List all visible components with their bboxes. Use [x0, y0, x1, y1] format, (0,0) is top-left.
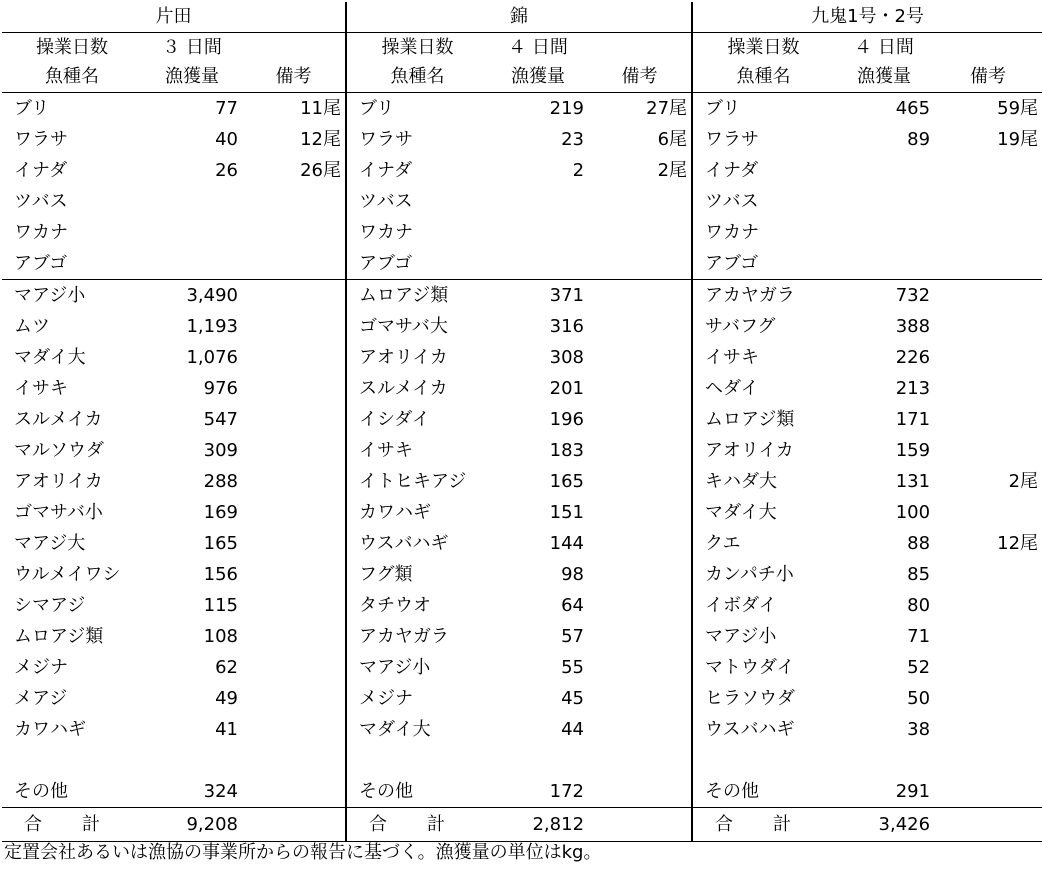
days-value: ４ 日間: [854, 36, 914, 58]
remark: [934, 373, 1042, 404]
remark: [242, 528, 346, 559]
table-body: [2, 93, 1042, 842]
fish-name: ワラサ: [14, 128, 68, 150]
catch-amount: 144: [549, 532, 585, 554]
table-row: [2, 435, 1042, 466]
days-label: 操業日数: [36, 36, 108, 58]
table-row: [2, 311, 1042, 342]
fish-name: ゴマサバ小: [14, 501, 103, 523]
fish-name: メジナ: [14, 656, 68, 678]
total-row: [2, 808, 1042, 842]
catch-amount: [834, 217, 934, 248]
fish-name: マアジ小: [2, 280, 142, 312]
total-label-b: 計: [773, 813, 792, 835]
catch-amount: 172: [549, 780, 585, 802]
fish-name: その他: [14, 780, 68, 802]
catch-amount: 732: [834, 280, 934, 312]
fish-name: ブリ: [346, 93, 488, 125]
catch-amount: 291: [895, 780, 931, 802]
fish-name: フグ類: [346, 559, 488, 590]
catch-amount: 165: [549, 470, 585, 492]
catch-amount: [488, 186, 588, 217]
catch-amount: 131: [895, 470, 931, 492]
remark: [242, 311, 346, 342]
col-header-qty: 漁獲量: [857, 66, 912, 87]
remark: [588, 683, 692, 714]
remark: [934, 590, 1042, 621]
catch-amount: 226: [895, 346, 931, 368]
remark: 26尾: [300, 159, 342, 181]
fish-name: ゴマサバ大: [346, 311, 488, 342]
col-header-fish: 魚種名: [346, 62, 488, 93]
catch-amount: 219: [488, 93, 588, 125]
catch-amount: [488, 217, 588, 248]
fish-name: キハダ大: [692, 466, 834, 497]
fish-name: クエ: [692, 528, 834, 559]
remark: [242, 342, 346, 373]
remark: [242, 590, 346, 621]
fish-name: ワカナ: [692, 217, 834, 248]
table-row: [2, 652, 1042, 683]
table-row: [2, 621, 1042, 652]
remark: [242, 435, 346, 466]
total-amount: 2,812: [488, 808, 588, 842]
fish-name: イナダ: [14, 159, 68, 181]
table-row: [2, 155, 1042, 186]
catch-amount: [834, 186, 934, 217]
remark: [934, 621, 1042, 652]
fish-name: ムロアジ類: [346, 280, 488, 312]
total-label-b: 計: [427, 813, 446, 835]
catch-amount: 547: [203, 408, 238, 430]
remark: [242, 683, 346, 714]
catch-amount: [834, 155, 934, 186]
fish-name: マダイ大: [346, 714, 488, 745]
fish-name: アオリイカ: [692, 435, 834, 466]
total-amount: 3,426: [834, 808, 934, 842]
catch-amount: 44: [561, 718, 585, 740]
fish-name: その他: [692, 776, 834, 808]
remark: [588, 652, 692, 683]
fish-name: その他: [346, 776, 488, 808]
remark: [934, 217, 1042, 248]
table-row: [2, 217, 1042, 248]
remark: [588, 466, 692, 497]
days-label: 操業日数: [346, 33, 488, 63]
fish-name: ツバス: [14, 190, 68, 212]
col-header-fish: 魚種名: [692, 62, 834, 93]
fish-name: カワハギ: [14, 718, 86, 740]
fish-name: スルメイカ: [346, 373, 488, 404]
catch-amount: 100: [895, 501, 931, 523]
fish-name: ヘダイ: [692, 373, 834, 404]
fish-name: ウスバハギ: [692, 714, 834, 745]
fish-name: イサキ: [14, 377, 68, 399]
table-row: [2, 124, 1042, 155]
catch-amount: 151: [549, 501, 585, 523]
fish-name: タチウオ: [346, 590, 488, 621]
fish-name: サバフグ: [692, 311, 834, 342]
col-header-qty: 漁獲量: [511, 66, 566, 87]
col-header-qty: 漁獲量: [165, 66, 219, 87]
fish-name: ブリ: [692, 93, 834, 125]
catch-amount: 52: [907, 656, 931, 678]
catch-amount: [142, 217, 242, 248]
catch-amount: 2: [572, 159, 585, 181]
fish-name: イサキ: [692, 342, 834, 373]
remark: [242, 186, 346, 217]
remark: [242, 621, 346, 652]
fish-name: アオリイカ: [14, 470, 103, 492]
remark: [934, 652, 1042, 683]
fish-name: マアジ大: [14, 532, 86, 554]
table-row: [2, 404, 1042, 435]
catch-amount: 64: [561, 594, 585, 616]
catch-amount: [834, 248, 934, 280]
catch-amount: 23: [561, 128, 585, 150]
fish-name: ウスバハギ: [346, 528, 488, 559]
fish-name: ワカナ: [14, 221, 68, 243]
table-row: [2, 186, 1042, 217]
catch-amount: 41: [215, 718, 238, 740]
catch-amount: 371: [488, 280, 588, 312]
catch-amount: 77: [142, 93, 242, 125]
fish-name: ワラサ: [346, 124, 488, 155]
remark: 59尾: [934, 93, 1042, 125]
catch-amount: 171: [895, 408, 931, 430]
operating-days-row: [2, 33, 1042, 63]
fish-name: イトヒキアジ: [346, 466, 488, 497]
port-name: 片田: [2, 2, 346, 33]
catch-amount: 196: [549, 408, 585, 430]
remark: 11尾: [242, 93, 346, 125]
catch-amount: 40: [215, 128, 238, 150]
catch-amount: 71: [907, 625, 931, 647]
catch-amount: [142, 248, 242, 280]
fish-name: アブゴ: [14, 252, 68, 274]
fish-name: カンパチ小: [692, 559, 834, 590]
remark: [242, 404, 346, 435]
remark: 6尾: [657, 128, 688, 150]
catch-amount: 159: [895, 439, 931, 461]
total-label-b: 計: [82, 813, 100, 835]
total-label: [346, 808, 488, 842]
fish-name: イサキ: [346, 435, 488, 466]
catch-amount: 976: [203, 377, 238, 399]
remark: [934, 714, 1042, 745]
remark: [588, 217, 692, 248]
table-row: [2, 590, 1042, 621]
remark: [242, 248, 346, 280]
catch-amount: 388: [895, 315, 931, 337]
catch-amount: 50: [907, 687, 931, 709]
fish-name: ウルメイワシ: [14, 563, 121, 585]
remark: 12尾: [997, 532, 1039, 554]
fish-name: アカヤガラ: [692, 280, 834, 312]
fish-name: マトウダイ: [692, 652, 834, 683]
fish-name: ヒラソウダ: [692, 683, 834, 714]
remark: [934, 683, 1042, 714]
table-row: [2, 528, 1042, 559]
remark: 2尾: [1008, 470, 1039, 492]
catch-amount: 55: [561, 656, 585, 678]
remark: [242, 466, 346, 497]
catch-amount: 169: [203, 501, 238, 523]
fish-name: ムロアジ類: [14, 625, 104, 647]
catch-amount: 45: [561, 687, 585, 709]
catch-amount: 49: [215, 687, 238, 709]
fish-name: マルソウダ: [14, 439, 104, 461]
total-label-a: 合: [369, 813, 388, 835]
catch-table: [2, 2, 1042, 842]
col-header-note: 備考: [275, 66, 312, 87]
table-row: [2, 373, 1042, 404]
spacer-row: [2, 745, 1042, 776]
remark: [588, 714, 692, 745]
catch-amount: 88: [907, 532, 931, 554]
remark: [242, 280, 346, 312]
table-row: [2, 93, 1042, 125]
col-header-note: 備考: [621, 66, 658, 87]
remark: [588, 621, 692, 652]
catch-amount: 3,490: [142, 280, 242, 312]
remark: [588, 497, 692, 528]
catch-amount: 26: [215, 159, 238, 181]
catch-amount: 89: [907, 128, 931, 150]
catch-amount: 80: [907, 594, 931, 616]
catch-amount: 465: [834, 93, 934, 125]
remark: [588, 311, 692, 342]
table-row: [2, 466, 1042, 497]
remark: [934, 311, 1042, 342]
fish-name: ムロアジ類: [692, 404, 834, 435]
fish-name: マダイ大: [692, 497, 834, 528]
total-label-a: 合: [715, 813, 734, 835]
fish-name: イボダイ: [692, 590, 834, 621]
fish-name: スルメイカ: [14, 408, 103, 430]
remark: [242, 652, 346, 683]
remark: [934, 248, 1042, 280]
remark: [934, 186, 1042, 217]
column-header-row: [2, 62, 1042, 93]
catch-amount: 213: [895, 377, 931, 399]
remark: 19尾: [997, 128, 1039, 150]
catch-amount: 98: [561, 563, 585, 585]
table-row: [2, 280, 1042, 312]
fish-name: マダイ大: [14, 346, 86, 368]
fish-name: ムツ: [14, 315, 50, 337]
catch-amount: [142, 186, 242, 217]
days-label: 操業日数: [692, 33, 834, 63]
remark: [242, 497, 346, 528]
remark: [242, 373, 346, 404]
remark: [588, 280, 692, 312]
fish-name: アブゴ: [346, 248, 488, 280]
days-value: ４ 日間: [508, 36, 568, 58]
catch-amount: 308: [549, 346, 585, 368]
fish-name: マアジ小: [692, 621, 834, 652]
remark: [588, 248, 692, 280]
remark: [934, 497, 1042, 528]
remark: [588, 342, 692, 373]
catch-amount: 85: [907, 563, 931, 585]
remark: [934, 435, 1042, 466]
remark: [934, 155, 1042, 186]
table-row: [2, 342, 1042, 373]
table-row: [2, 683, 1042, 714]
fish-name: ワラサ: [692, 124, 834, 155]
fish-name: ブリ: [2, 93, 142, 125]
catch-amount: 62: [215, 656, 238, 678]
fish-name: メジナ: [346, 683, 488, 714]
other-row: [2, 776, 1042, 808]
remark: [934, 404, 1042, 435]
remark: [242, 714, 346, 745]
remark: [934, 559, 1042, 590]
fish-name: アカヤガラ: [346, 621, 488, 652]
table-row: [2, 714, 1042, 745]
catch-amount: 201: [549, 377, 585, 399]
remark: [588, 373, 692, 404]
catch-amount: 1,193: [186, 315, 238, 337]
col-header-note: 備考: [970, 66, 1007, 87]
catch-amount: 309: [203, 439, 238, 461]
catch-amount: 156: [203, 563, 238, 585]
port-name: 九鬼1号・2号: [692, 2, 1042, 33]
catch-amount: 115: [203, 594, 238, 616]
fish-name: マアジ小: [346, 652, 488, 683]
total-label: [2, 808, 142, 842]
catch-amount: 183: [549, 439, 585, 461]
fish-name: カワハギ: [346, 497, 488, 528]
table-row: [2, 559, 1042, 590]
total-label-a: 合: [24, 813, 42, 835]
remark: [588, 590, 692, 621]
catch-amount: 165: [203, 532, 238, 554]
remark: [934, 342, 1042, 373]
remark: [242, 559, 346, 590]
remark: [934, 280, 1042, 312]
port-header-row: [2, 2, 1042, 33]
fish-name: シマアジ: [14, 594, 86, 616]
days-value: ３ 日間: [162, 36, 222, 58]
catch-amount: [488, 248, 588, 280]
catch-amount: 1,076: [186, 346, 238, 368]
catch-amount: 324: [203, 780, 238, 802]
total-amount: 9,208: [142, 808, 242, 842]
fish-name: メアジ: [14, 687, 68, 709]
fish-name: アブゴ: [692, 248, 834, 280]
remark: [588, 435, 692, 466]
fish-name: イナダ: [692, 155, 834, 186]
remark: [588, 404, 692, 435]
table-row: [2, 497, 1042, 528]
catch-amount: 108: [203, 625, 238, 647]
fish-name: ツバス: [346, 186, 488, 217]
remark: 12尾: [300, 128, 342, 150]
col-header-fish: 魚種名: [45, 66, 99, 87]
remark: [588, 528, 692, 559]
remark: 27尾: [588, 93, 692, 125]
fish-name: イナダ: [346, 155, 488, 186]
remark: 2尾: [657, 159, 688, 181]
remark: [588, 186, 692, 217]
fish-name: ワカナ: [346, 217, 488, 248]
catch-amount: 288: [203, 470, 238, 492]
total-label: [692, 808, 834, 842]
fish-name: ツバス: [692, 186, 834, 217]
remark: [588, 559, 692, 590]
fish-name: イシダイ: [346, 404, 488, 435]
fish-name: アオリイカ: [346, 342, 488, 373]
catch-amount: 38: [907, 718, 931, 740]
catch-amount: 316: [549, 315, 585, 337]
catch-amount: 57: [561, 625, 585, 647]
remark: [242, 217, 346, 248]
table-row: [2, 248, 1042, 280]
footnote: 定置会社あるいは漁協の事業所からの報告に基づく。漁獲量の単位はkg。: [4, 842, 602, 863]
port-name: 錦: [346, 2, 692, 33]
